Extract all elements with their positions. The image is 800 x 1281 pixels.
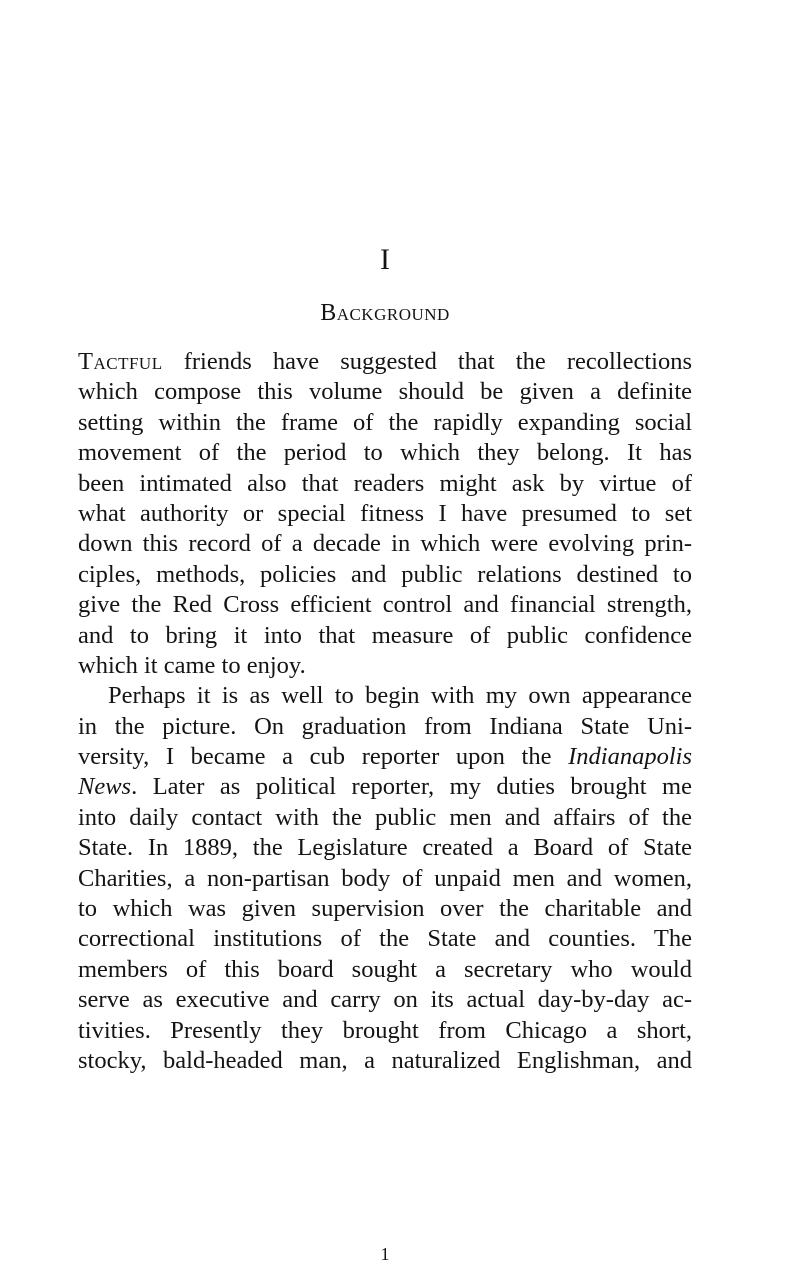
book-page [78,0,692,1281]
body-text [78,347,692,1076]
text-line: correctional institutions of the State and counties. The [78,925,692,953]
page-number: 1 [380,1244,390,1264]
chapter-title: Background [320,300,450,326]
line-text: versity, I became a cub reporter upon the [78,743,569,771]
text-line: setting within the frame of the rapidly expanding social [78,408,692,436]
text-line: ciples, methods, policies and public relations destined to [78,560,692,588]
opening-words: Tactful [78,348,163,375]
text-line: and to bring it into that measure of public confidence [78,621,692,649]
text-line: stocky, bald-headed man, a naturalized Englishman, and [78,1046,692,1074]
text-line: Charities, a non-partisan body of unpaid men and women, [78,864,692,892]
text-line: State. In 1889, the Legislature created a Board of State [78,834,692,862]
text-line: tivities. Presently they brought from Chicago a short, [78,1016,692,1044]
text-line: what authority or special fitness I have presumed to set [78,499,692,527]
text-line: movement of the period to which they belong. It has [78,439,692,467]
text-line: Perhaps it is as well to begin with my own appearance [108,682,692,710]
text-line: been intimated also that readers might ask by virtue of [78,469,692,497]
text-line: to which was given supervision over the charitable and [78,895,692,923]
text-line: in the picture. On graduation from Indiana State Uni- [78,712,692,740]
newspaper-title: News [78,773,132,801]
text-line: give the Red Cross efficient control and financial strength, [78,591,692,619]
text-line [78,347,692,377]
chapter-number: I [380,243,390,276]
text-line [78,772,692,802]
text-line: members of this board sought a secretary who would [78,955,692,983]
text-line: serve as executive and carry on its actual day-by-day ac- [78,986,692,1014]
text-line: which compose this volume should be given a definite [78,378,692,406]
text-line: which it came to enjoy. [78,651,306,679]
text-line [78,742,692,772]
line-text: . Later as political reporter, my duties brought me [131,773,692,801]
text-line: down this record of a decade in which were evolving prin- [78,530,692,558]
newspaper-title: Indianapolis [568,743,692,771]
line-text: friends have suggested that the recollections [162,348,692,375]
text-line: into daily contact with the public men and affairs of the [78,803,692,831]
